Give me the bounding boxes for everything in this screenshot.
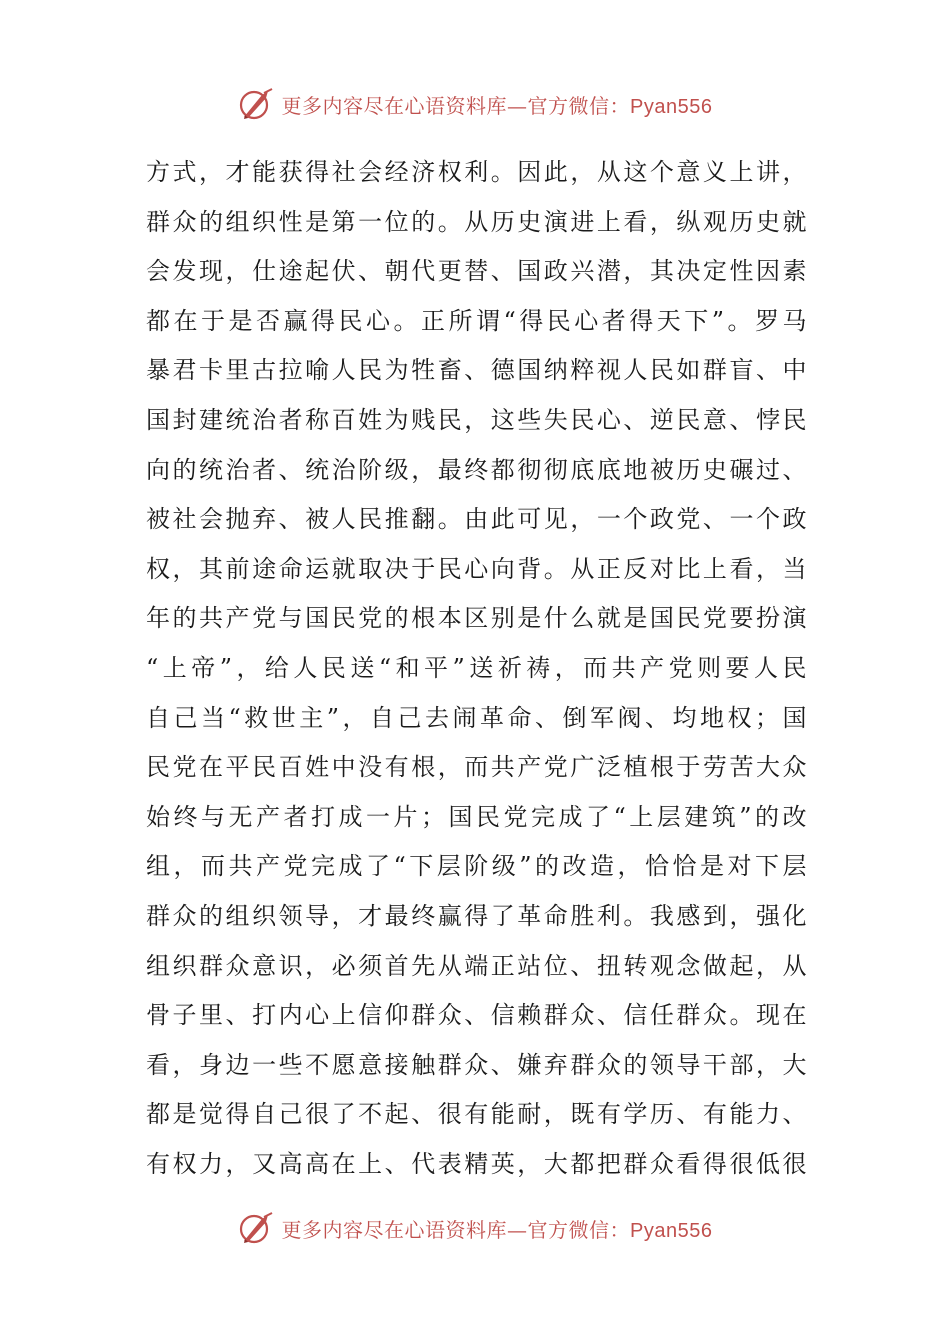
text-line: 组织群众意识，必须首先从端正站位、扭转观念做起，从 [146,951,808,980]
header-wechat-id: Pyan556 [630,95,713,118]
text-line: 权，其前途命运就取决于民心向背。从正反对比上看，当 [146,554,808,583]
text-line: 都是觉得自己很了不起、很有能耐，既有学历、有能力、 [146,1100,808,1129]
text-line: 群众的组织领导，才最终赢得了革命胜利。我感到，强化 [146,901,808,930]
text-line: 群众的组织性是第一位的。从历史演进上看，纵观历史就 [146,207,808,236]
text-line: 有权力，又高高在上、代表精英，大都把群众看得很低很 [146,1149,808,1178]
text-line: 都在于是否赢得民心。正所谓“得民心者得天下”。罗马 [146,306,808,335]
header-banner [0,84,950,124]
footer-banner-text [282,1214,713,1243]
text-line: 看，身边一些不愿意接触群众、嫌弃群众的领导干部，大 [146,1050,808,1079]
footer-banner-dash: — [507,1217,528,1242]
text-line: “上帝”，给人民送“和平”送祈祷，而共产党则要人民 [146,653,808,682]
header-wechat-label: 官方微信： [527,93,631,118]
text-line: 组，而共产党完成了“下层阶级”的改造，恰恰是对下层 [146,852,808,881]
footer-wechat-label: 官方微信： [527,1217,631,1242]
footer-wechat-id: Pyan556 [630,1219,713,1242]
footer-banner [0,1208,950,1248]
pen-nib-logo-icon [238,1211,276,1245]
pen-nib-logo-icon [238,87,276,121]
header-banner-text [282,90,713,119]
text-line: 国封建统治者称百姓为贱民，这些失民心、逆民意、悖民 [146,405,808,434]
text-line: 会发现，仕途起伏、朝代更替、国政兴潜，其决定性因素 [146,257,808,286]
text-line: 暴君卡里古拉喻人民为牲畜、德国纳粹视人民如群盲、中 [146,356,808,385]
text-line: 被社会抛弃、被人民推翻。由此可见，一个政党、一个政 [146,505,808,534]
text-line: 年的共产党与国民党的根本区别是什么就是国民党要扮演 [146,604,808,633]
text-line: 自己当“救世主”，自己去闹革命、倒军阀、均地权；国 [146,703,808,732]
text-line: 向的统治者、统治阶级，最终都彻彻底底地被历史碾过、 [146,455,808,484]
text-line: 方式，才能获得社会经济权利。因此，从这个意义上讲， [146,158,808,186]
text-line: 民党在平民百姓中没有根，而共产党广泛植根于劳苦大众 [146,753,808,782]
text-line: 始终与无产者打成一片；国民党完成了“上层建筑”的改 [146,802,808,831]
footer-banner-title: 更多内容尽在心语资料库 [281,1217,508,1242]
header-banner-dash: — [507,93,528,118]
header-banner-title: 更多内容尽在心语资料库 [281,93,508,118]
body-text [146,148,808,1189]
text-line: 骨子里、打内心上信仰群众、信赖群众、信任群众。现在 [146,1001,808,1030]
